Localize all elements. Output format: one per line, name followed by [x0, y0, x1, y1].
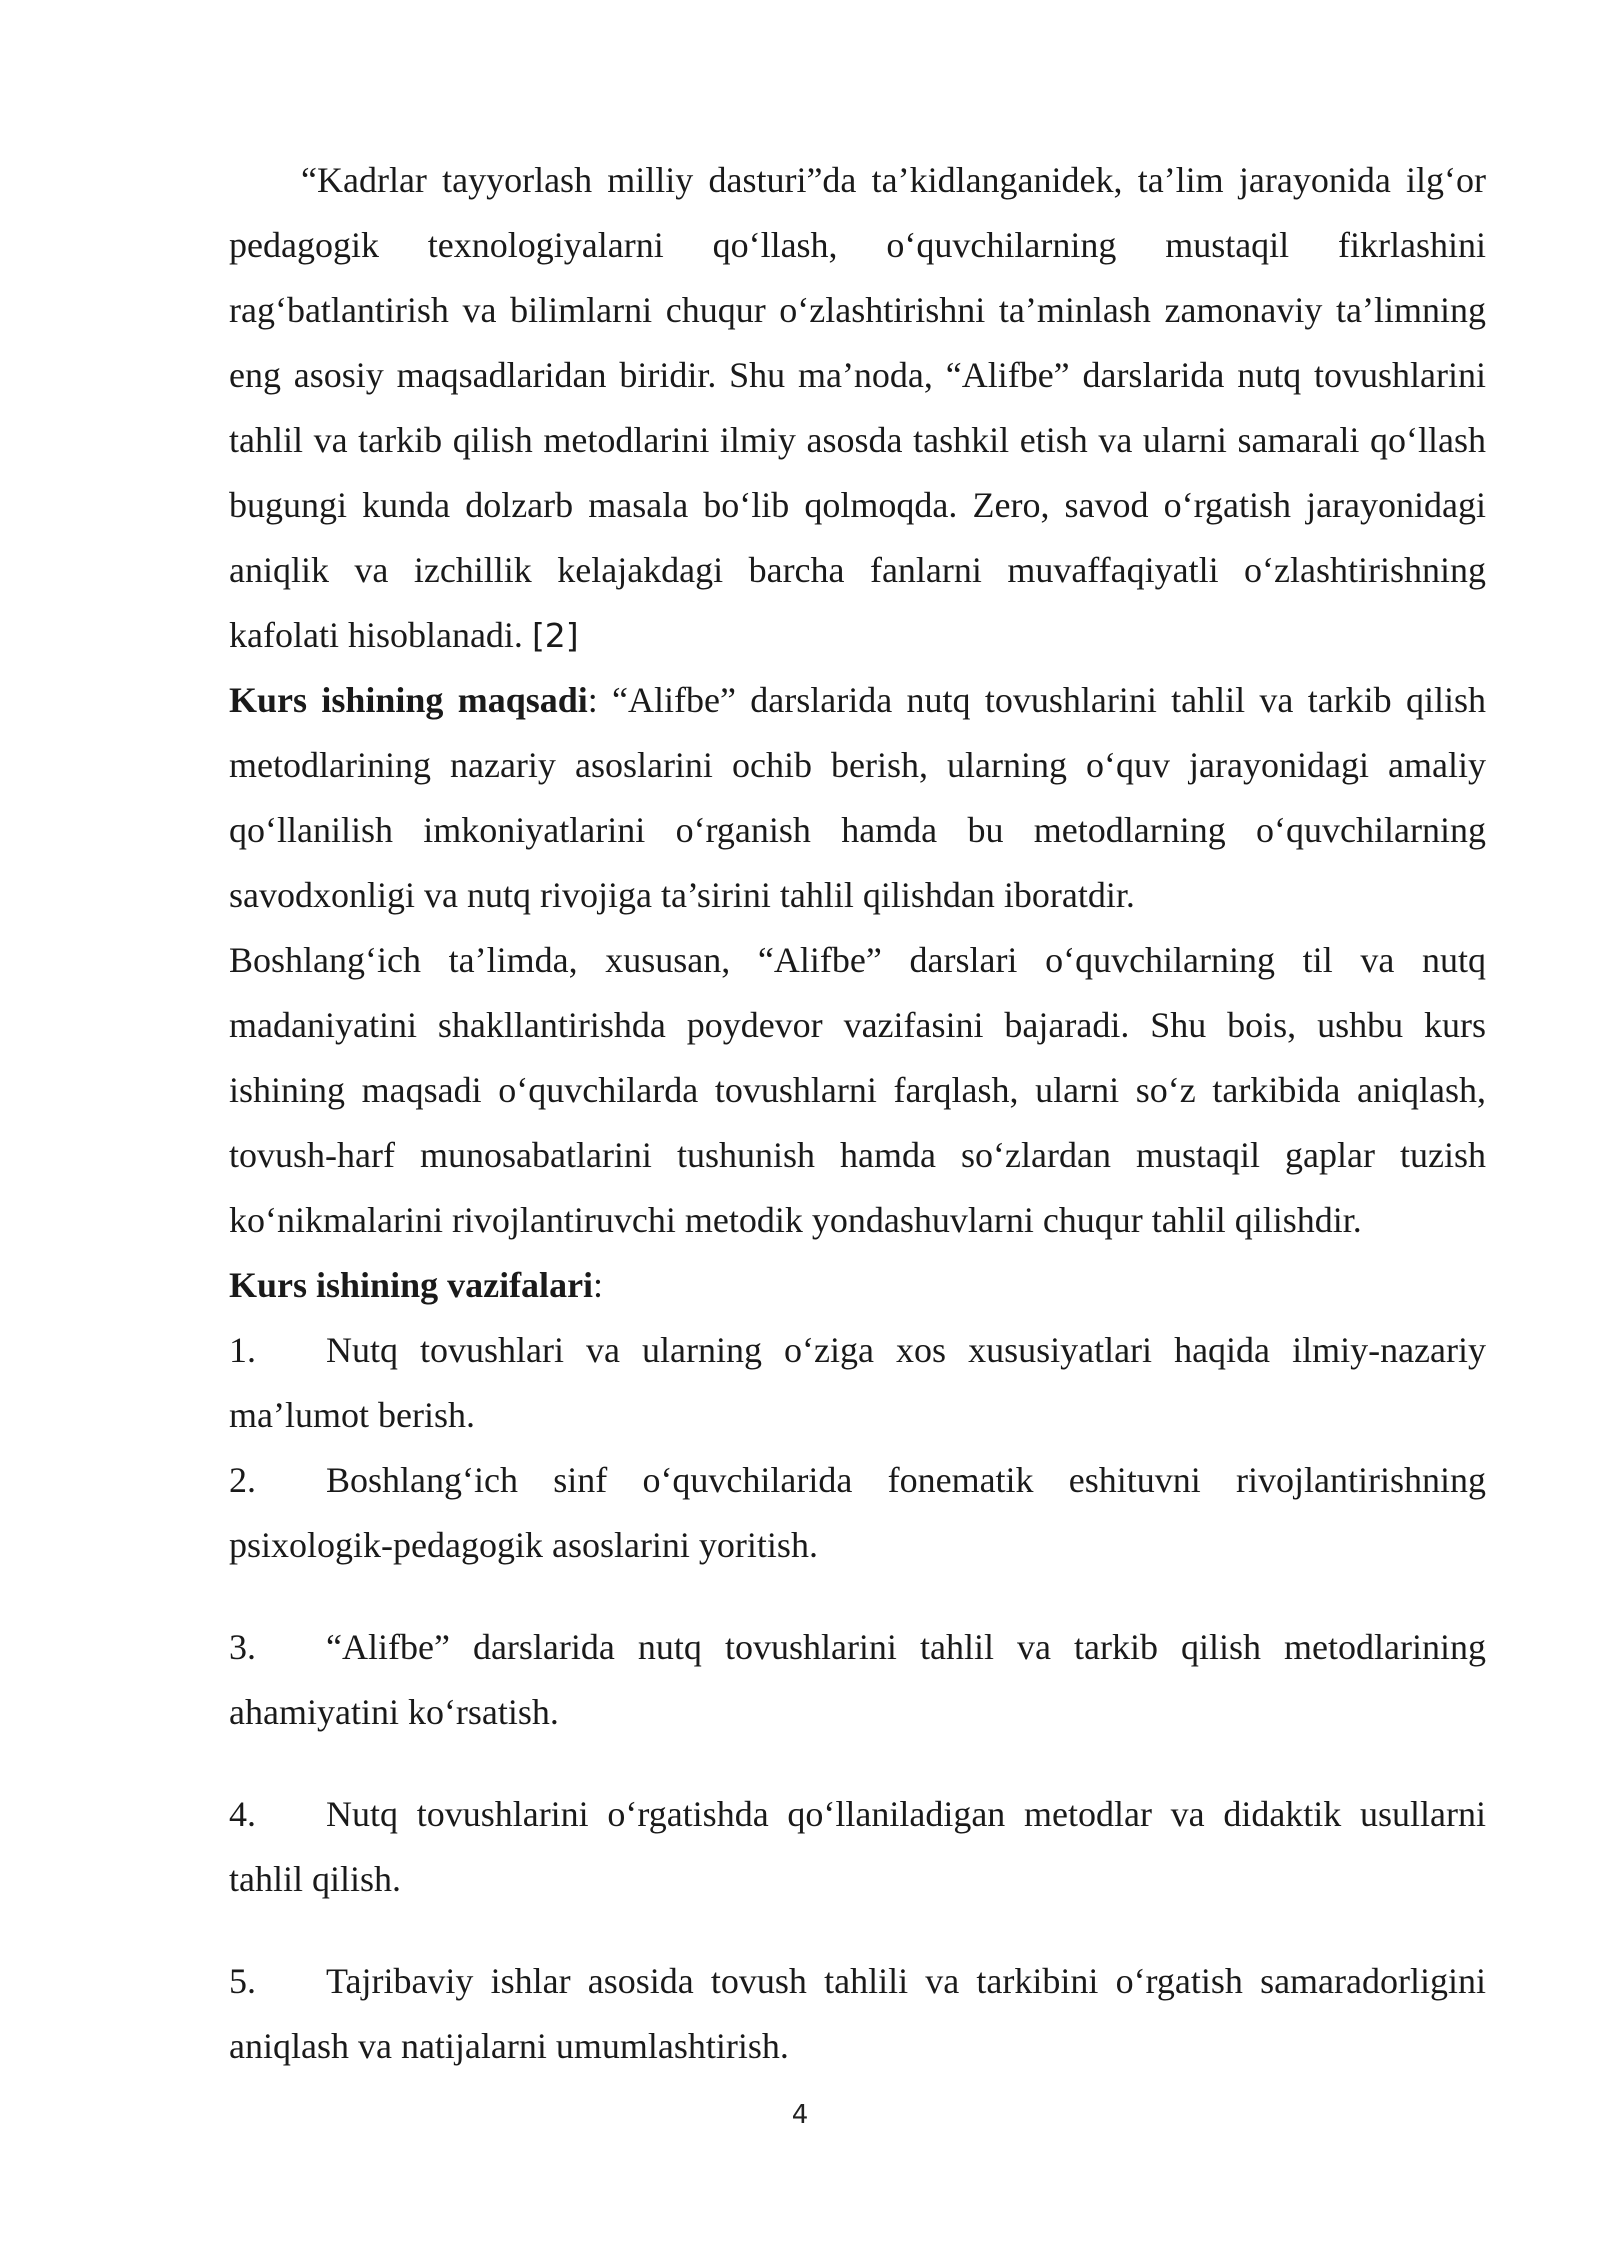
task-number: 4.	[229, 1794, 256, 1834]
task-item-1	[229, 1318, 1486, 1448]
task-number: 2.	[229, 1460, 256, 1500]
task-item-5	[229, 1949, 1486, 2079]
task-text: Nutq tovushlarini o‘rgatishda qo‘llaniladigan metodlar va didaktik usullarni tahlil qilish.	[229, 1794, 1486, 1899]
task-item-3	[229, 1615, 1486, 1745]
goal-heading: Kurs ishining maqsadi	[229, 680, 588, 720]
task-item-4	[229, 1782, 1486, 1912]
page-number: 4	[791, 2100, 809, 2130]
intro-paragraph	[229, 148, 1486, 668]
task-text: Tajribaviy ishlar asosida tovush tahlili va tarkibini o‘rgatish samaradorligini aniqlash va natijalarni umumlashtirish.	[229, 1961, 1486, 2066]
intro-text: “Kadrlar tayyorlash milliy dasturi”da ta’kidlanganidek, ta’lim jarayonida ilg‘or pedagogik texnologiyalarni qo‘llash, o‘quvchilarning mustaqil fikrlashini rag‘batlantirish va bilimlarni chuqur o‘zlashtirishni ta’minlash zamonaviy ta’limning eng asosiy maqsadlaridan biridir. Shu ma’noda, “Alifbe” darslarida nutq tovushlarini tahlil va tarkib qilish metodlarini ilmiy asosda tashkil etish va ularni samarali qo‘llash bugungi kunda dolzarb masala bo‘lib qolmoqda. Zero, savod o‘rgatish jarayonidagi aniqlik va izchillik kelajakdagi barcha fanlarni muvaffaqiyatli o‘zlashtirishning kafolati hisoblanadi.	[229, 160, 1486, 655]
task-number: 3.	[229, 1627, 256, 1667]
goal-text: : “Alifbe” darslarida nutq tovushlarini tahlil va tarkib qilish metodlarining nazariy asoslarini ochib berish, ularning o‘quv jarayonidagi amaliy qo‘llanilish imkoniyatlarini o‘rganish hamda bu metodlarning o‘quvchilarning savodxonligi va nutq rivojiga ta’sirini tahlil qilishdan iboratdir.	[229, 680, 1486, 915]
tasks-heading-colon: :	[593, 1265, 604, 1305]
document-page	[229, 148, 1486, 2079]
task-text: Boshlang‘ich sinf o‘quvchilarida fonematik eshituvni rivojlantirishning psixologik-pedagogik asoslarini yoritish.	[229, 1460, 1486, 1565]
tasks-heading-line	[229, 1253, 1486, 1318]
task-number: 5.	[229, 1961, 256, 2001]
task-text: Nutq tovushlari va ularning o‘ziga xos xususiyatlari haqida ilmiy-nazariy ma’lumot berish.	[229, 1330, 1486, 1435]
task-item-2	[229, 1448, 1486, 1578]
tasks-heading: Kurs ishining vazifalari	[229, 1265, 594, 1305]
task-number: 1.	[229, 1330, 256, 1370]
task-text: “Alifbe” darslarida nutq tovushlarini tahlil va tarkib qilish metodlarining ahamiyatini ko‘rsatish.	[229, 1627, 1486, 1732]
goal-paragraph	[229, 668, 1486, 928]
context-paragraph: Boshlang‘ich ta’limda, xususan, “Alifbe” darslari o‘quvchilarning til va nutq madaniyatini shakllantirishda poydevor vazifasini bajaradi. Shu bois, ushbu kurs ishining maqsadi o‘quvchilarda tovushlarni farqlash, ularni so‘z tarkibida aniqlash, tovush-harf munosabatlarini tushunish hamda so‘zlardan mustaqil gaplar tuzish ko‘nikmalarini rivojlantiruvchi metodik yondashuvlarni chuqur tahlil qilishdir.	[229, 940, 1486, 1240]
citation-reference: [2]	[531, 616, 579, 655]
